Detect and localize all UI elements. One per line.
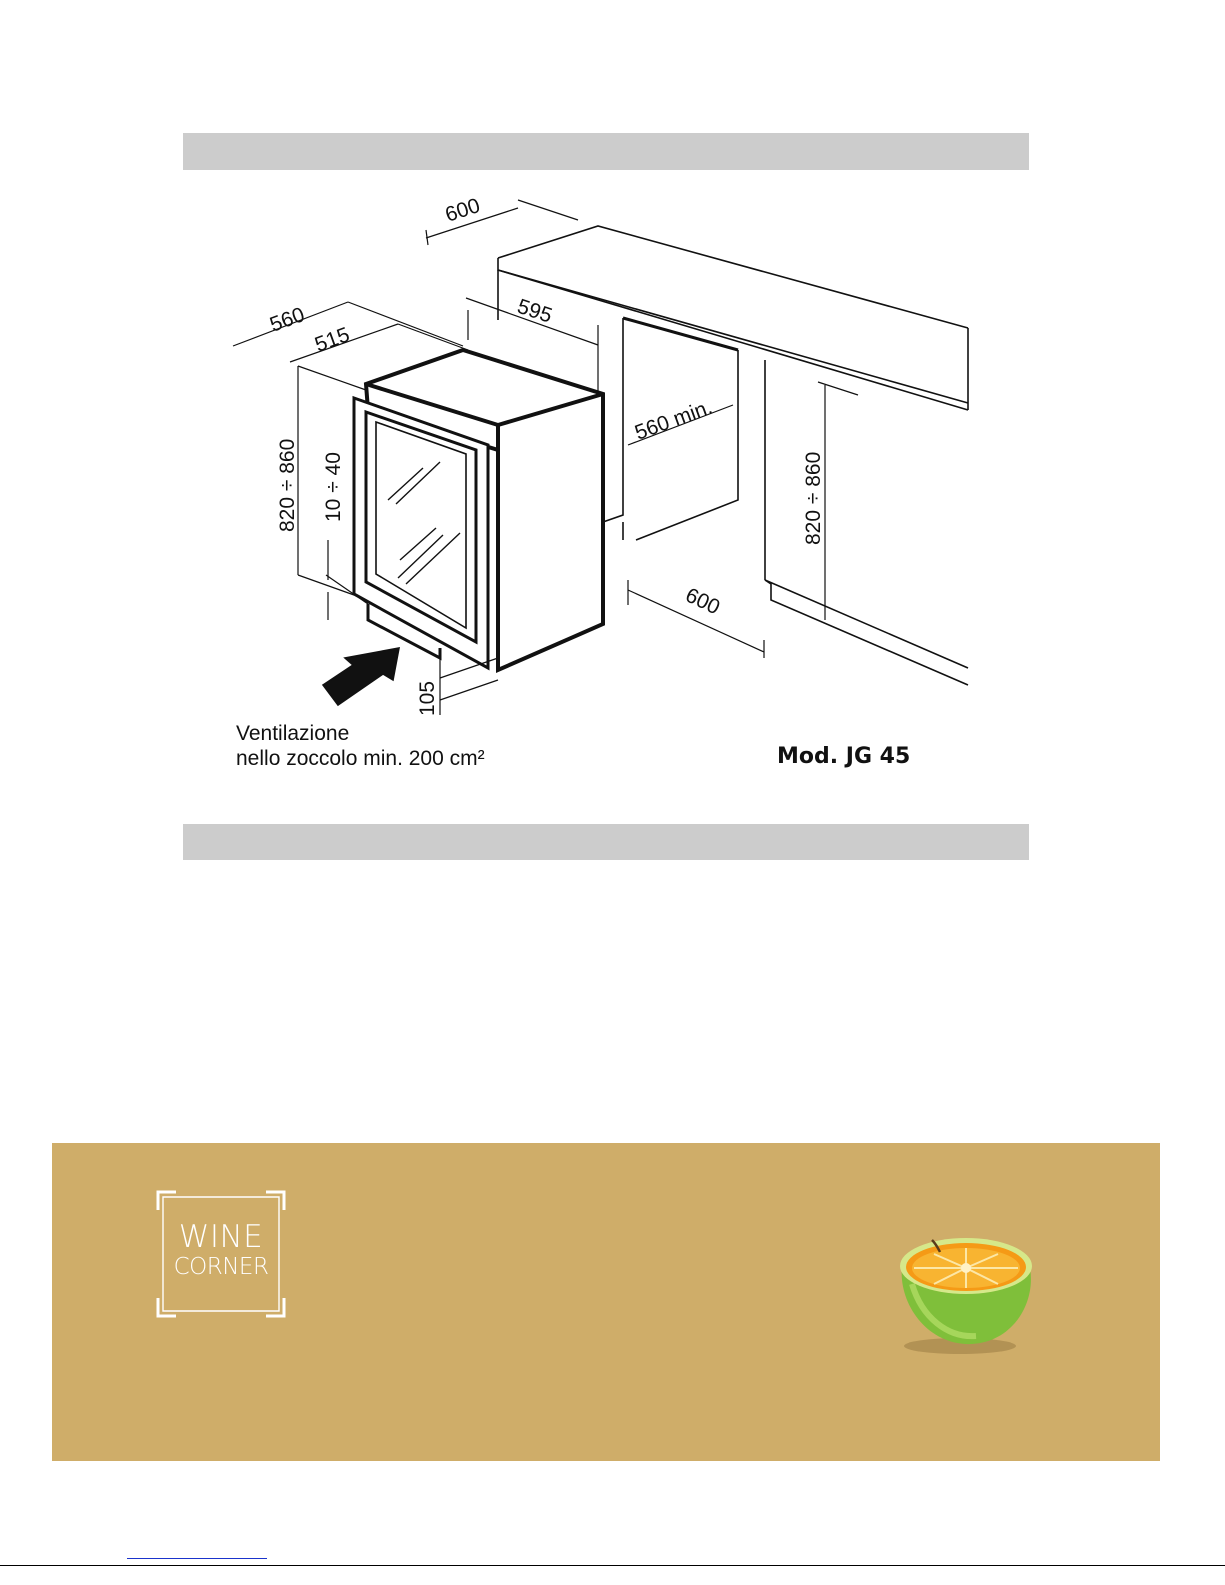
footer-link-underline — [127, 1558, 267, 1559]
caption-ventilation: Ventilazione — [236, 722, 350, 745]
logo-text-corner: CORNER — [173, 1254, 269, 1280]
dim-plinth-height: 105 — [416, 680, 439, 716]
ventilation-arrow — [323, 648, 399, 705]
glass-door — [354, 398, 488, 668]
dim-cabinet-width: 595 — [514, 294, 555, 328]
logo-text — [156, 1220, 286, 1280]
installation-diagram — [218, 180, 970, 778]
dim-niche-width: 600 — [681, 583, 724, 620]
apple-orange-icon — [888, 1234, 1040, 1356]
dim-cabinet-height: 820 ÷ 860 — [276, 438, 299, 532]
section-header-bar-bottom — [183, 824, 1029, 860]
dim-foot-adjustment: 10 ÷ 40 — [322, 452, 345, 522]
logo-text-wine: WINE — [178, 1219, 264, 1255]
dim-niche-height: 820 ÷ 860 — [802, 451, 825, 545]
wine-corner-logo — [156, 1190, 286, 1318]
dim-cabinet-depth-inner: 515 — [311, 323, 353, 357]
dim-counter-depth: 600 — [442, 194, 483, 227]
footer-rule — [0, 1565, 1225, 1566]
model-label: Mod. JG 45 — [777, 744, 911, 769]
caption-plinth: nello zoccolo min. 200 cm² — [236, 747, 485, 770]
section-header-bar-top — [183, 133, 1029, 170]
dim-niche-depth: 560 min. — [631, 395, 716, 445]
dim-cabinet-depth-outer: 560 — [266, 303, 308, 337]
